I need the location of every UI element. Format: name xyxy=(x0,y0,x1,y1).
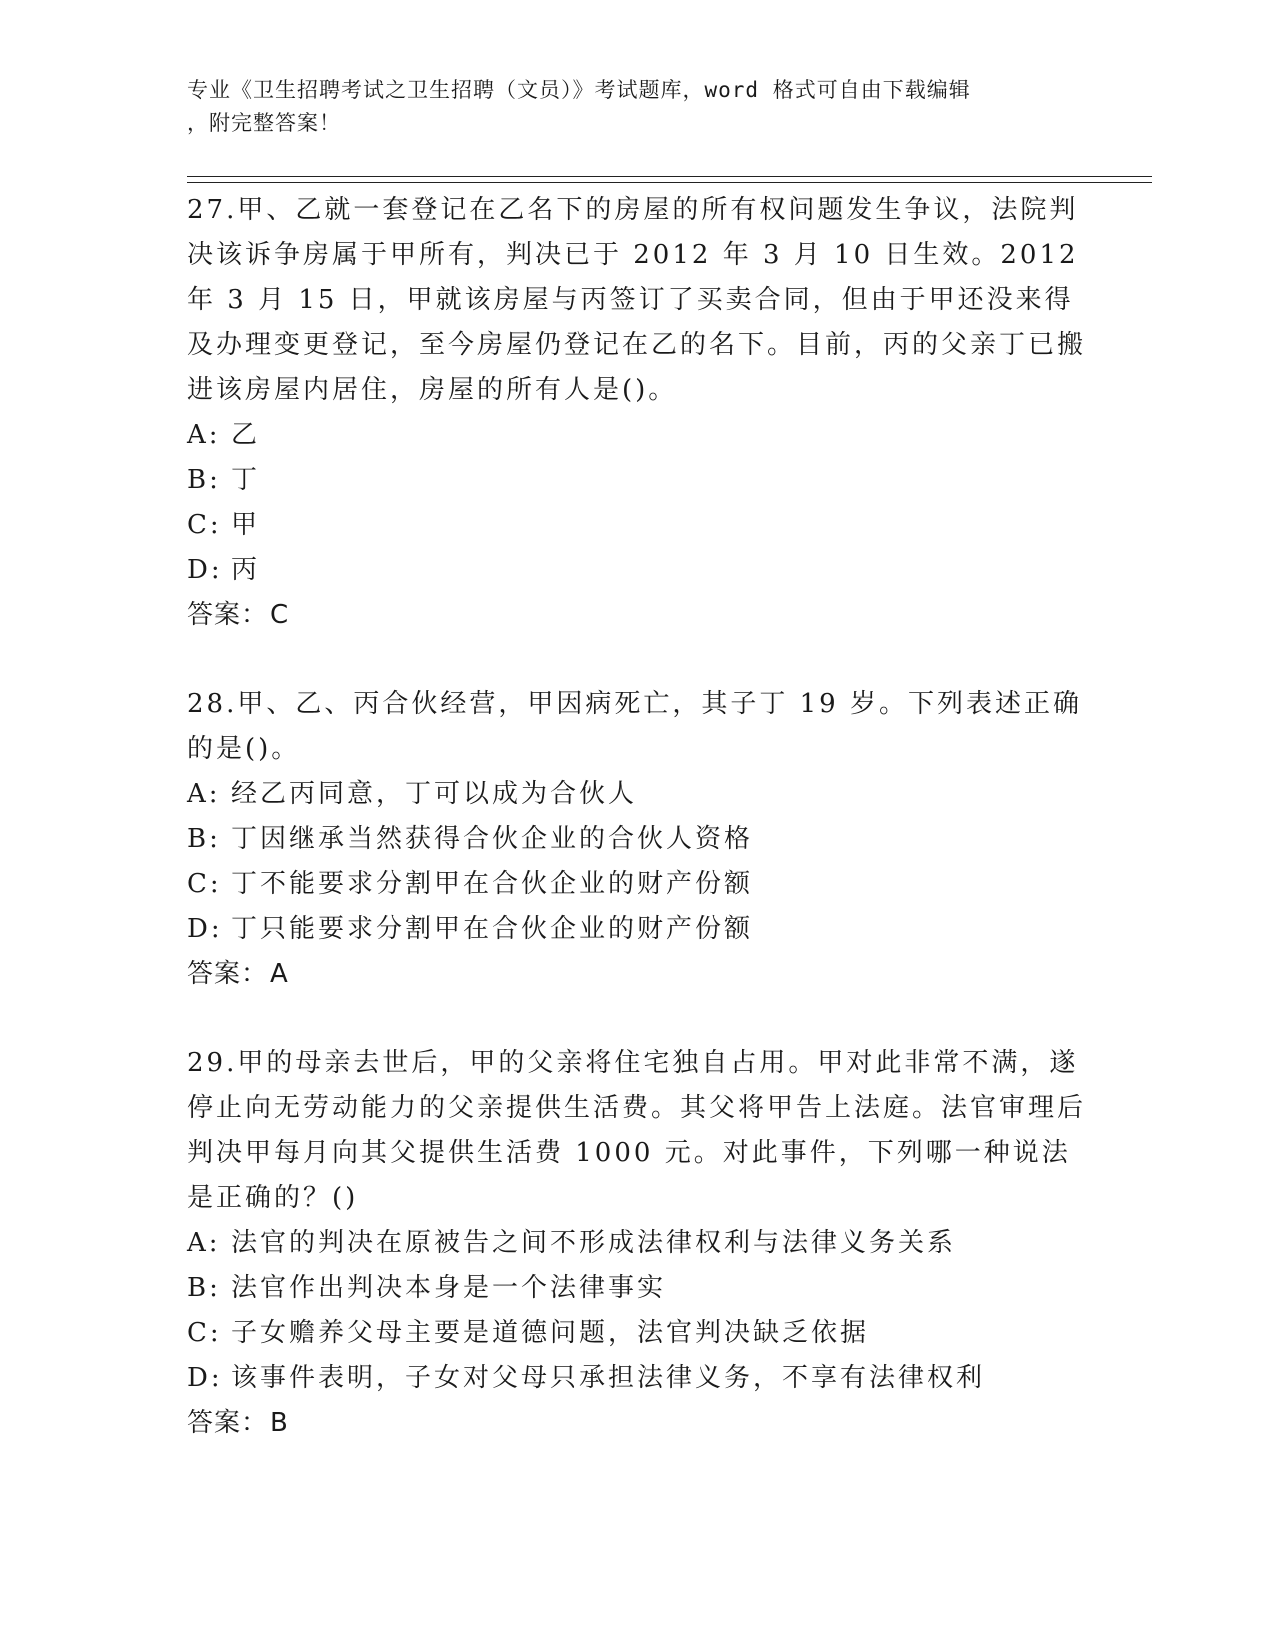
option-text: 法官作出判决本身是一个法律事实 xyxy=(231,1273,667,1303)
option-key: A: xyxy=(187,779,221,809)
option-key: C: xyxy=(187,510,222,540)
question-27 xyxy=(187,188,1087,638)
option-a xyxy=(187,772,1087,817)
option-key: D: xyxy=(187,1363,223,1393)
option-b xyxy=(187,458,1087,503)
option-c xyxy=(187,503,1087,548)
answer-value: A xyxy=(270,959,289,989)
header-divider-bottom xyxy=(187,182,1152,183)
option-text: 法官的判决在原被告之间不形成法律权利与法律义务关系 xyxy=(231,1228,957,1258)
option-a xyxy=(187,413,1087,458)
option-text: 甲 xyxy=(231,510,261,540)
option-key: B: xyxy=(187,824,221,854)
option-text: 该事件表明，子女对父母只承担法律义务，不享有法律权利 xyxy=(231,1363,986,1393)
option-a xyxy=(187,1221,1087,1266)
answer-label: 答案： xyxy=(187,959,269,989)
option-key: D: xyxy=(187,555,223,585)
answer-label: 答案： xyxy=(187,600,269,630)
question-stem: 29.甲的母亲去世后，甲的父亲将住宅独自占用。甲对此非常不满，遂停止向无劳动能力的父亲提供生活费。其父将甲告上法庭。法官审理后判决甲每月向其父提供生活费 1000 元。对此事件，下列哪一种说法是正确的？() xyxy=(187,1048,1087,1213)
header-line-1: 专业《卫生招聘考试之卫生招聘（文员）》考试题库，word 格式可自由下载编辑 xyxy=(187,78,971,102)
option-text: 乙 xyxy=(231,420,261,450)
option-key: A: xyxy=(187,1228,221,1258)
question-28 xyxy=(187,682,1087,997)
option-key: C: xyxy=(187,869,222,899)
option-text: 丙 xyxy=(231,555,261,585)
option-text: 丁不能要求分割甲在合伙企业的财产份额 xyxy=(231,869,754,899)
option-b xyxy=(187,817,1087,862)
option-text: 丁 xyxy=(231,465,261,495)
option-key: A: xyxy=(187,420,221,450)
question-29 xyxy=(187,1041,1087,1446)
option-key: C: xyxy=(187,1318,222,1348)
answer-line xyxy=(187,1401,1087,1446)
question-stem: 27.甲、乙就一套登记在乙名下的房屋的所有权问题发生争议，法院判决该诉争房属于甲所有，判决已于 2012 年 3 月 10 日生效。2012 年 3 月 15 日，甲就该房屋与丙签订了买卖合同，但由于甲还没来得及办理变更登记，至今房屋仍登记在乙的名下。目前，丙的父亲丁已搬进该房屋内居住，房屋的所有人是()。 xyxy=(187,195,1087,405)
option-key: B: xyxy=(187,1273,221,1303)
answer-label: 答案： xyxy=(187,1408,269,1438)
option-key: B: xyxy=(187,465,221,495)
answer-value: C xyxy=(270,600,290,630)
answer-line xyxy=(187,952,1087,997)
option-d xyxy=(187,907,1087,952)
header-line-2: ，附完整答案！ xyxy=(187,111,341,135)
document-header xyxy=(187,74,1067,140)
option-text: 经乙丙同意，丁可以成为合伙人 xyxy=(231,779,638,809)
option-d xyxy=(187,1356,1087,1401)
option-text: 丁因继承当然获得合伙企业的合伙人资格 xyxy=(231,824,754,854)
question-stem: 28.甲、乙、丙合伙经营，甲因病死亡，其子丁 19 岁。下列表述正确的是()。 xyxy=(187,689,1082,764)
option-text: 丁只能要求分割甲在合伙企业的财产份额 xyxy=(231,914,754,944)
option-b xyxy=(187,1266,1087,1311)
option-d xyxy=(187,548,1087,593)
question-list xyxy=(187,188,1087,1490)
option-c xyxy=(187,862,1087,907)
answer-value: B xyxy=(270,1408,289,1438)
header-divider-top xyxy=(187,176,1152,177)
answer-line xyxy=(187,593,1087,638)
option-key: D: xyxy=(187,914,223,944)
option-c xyxy=(187,1311,1087,1356)
option-text: 子女赡养父母主要是道德问题，法官判决缺乏依据 xyxy=(231,1318,870,1348)
